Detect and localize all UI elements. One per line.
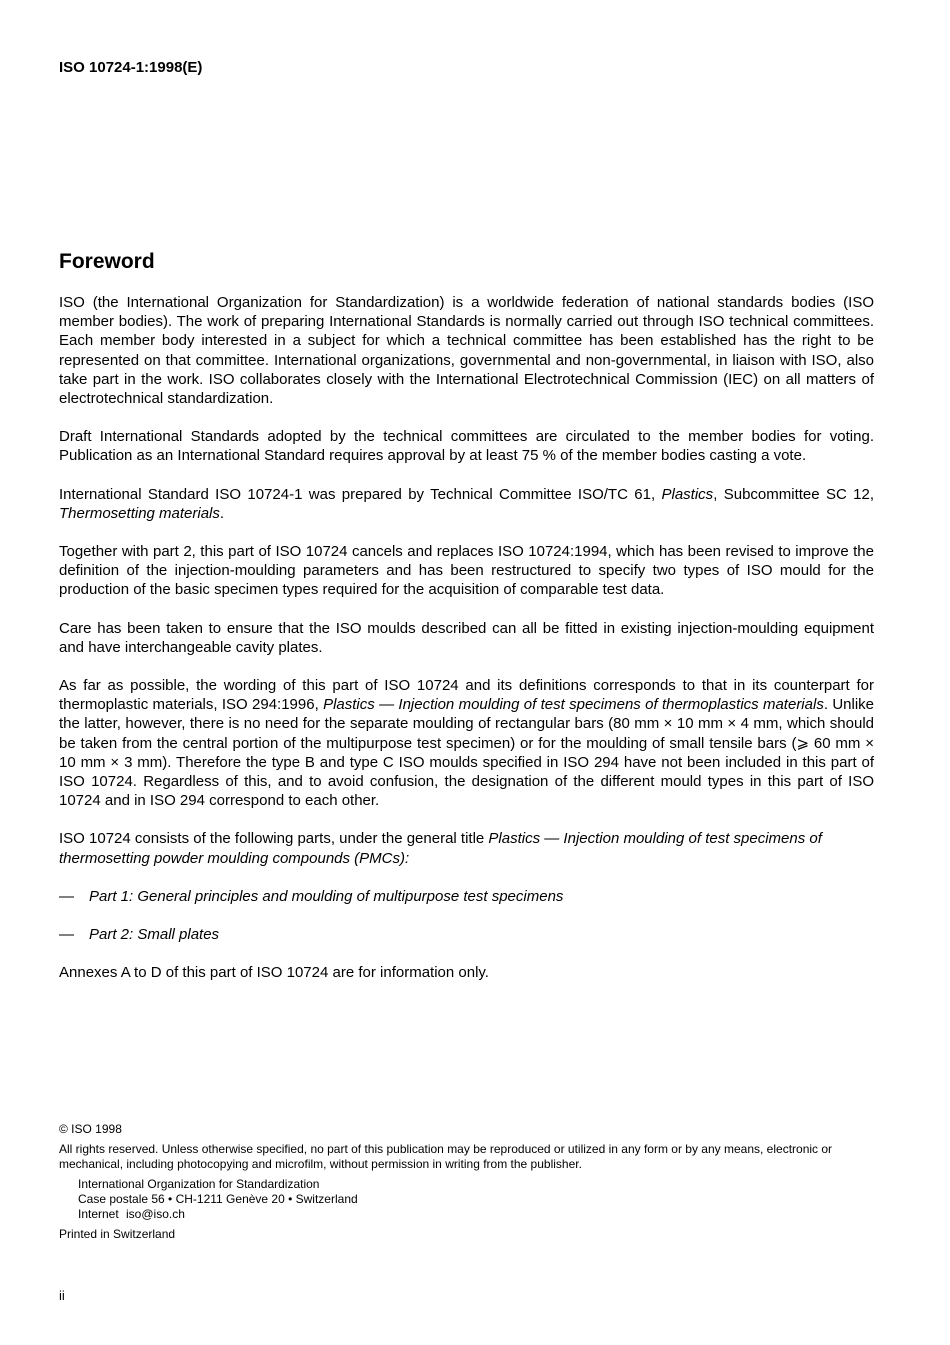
internet-line: [78, 1207, 874, 1222]
parts-list-item: [59, 925, 874, 944]
paragraph-parts-intro-italic: Plastics — Injection moulding of test specimens of thermosetting powder moulding compounds (PMCs):: [59, 830, 822, 867]
postal-address: Case postale 56 • CH-1211 Genève 20 • Switzerland: [78, 1192, 358, 1206]
rights-statement: All rights reserved. Unless otherwise specified, no part of this publication may be reproduced or utilized in any form or by any means, electronic or mechanical, including photocopying and microfilm, without permission in writing from the publisher.: [59, 1142, 833, 1171]
paragraph-prepared-by-text-2: , Subcommittee SC 12,: [713, 485, 875, 503]
foreword-title: Foreword: [59, 250, 155, 273]
paragraph-moulds-fitted: Care has been taken to ensure that the ISO moulds described can all be fitted in existing injection-moulding equipment and have interchangeable cavity plates.: [59, 619, 874, 656]
paragraph-iso-federation: ISO (the International Organization for Standardization) is a worldwide federation of national standards bodies (ISO member bodies). The work of preparing International Standards is normally carried out through ISO technical committees. Each member body interested in a subject for which a technical committee has been established has the right to be represented on that committee. International organizations, governmental and non-governmental, in liaison with ISO, also take part in the work. ISO collaborates closely with the International Electrotechnical Commission (IEC) on all matters of electrotechnical standardization.: [59, 294, 874, 408]
printed-in: Printed in Switzerland: [59, 1227, 176, 1241]
publisher-address: [59, 1177, 874, 1222]
email-address: iso@iso.ch: [126, 1207, 185, 1221]
internet-label: Internet: [78, 1207, 119, 1221]
paragraph-prepared-by: [59, 485, 874, 523]
paragraph-wording-text-2: . Unlike the latter, however, there is no need for the separate moulding of rectangular bars (80 mm × 10 mm × 4 mm, which should be taken from the central portion of the multipurpose test specimen) or for the moulding of small tensile bars (⩾ 60 mm × 10 mm × 3 mm). Therefore the type B and type C ISO moulds specified in ISO 294 have not been included in this part of ISO 10724. Regardless of this, and to avoid confusion, the designation of the different mould types in this part of ISO 10724 and in ISO 294 correspond to each other.: [59, 696, 874, 810]
document-identifier: ISO 10724-1:1998(E): [59, 59, 203, 76]
paragraph-replaces: Together with part 2, this part of ISO 10724 cancels and replaces ISO 10724:1994, which has been revised to improve the definition of the injection-moulding parameters and has been restructured to specify two types of ISO mould for the production of the basic specimen types required for the acquisition of comparable test data.: [59, 543, 874, 599]
copyright-line: © ISO 1998: [59, 1122, 122, 1136]
copyright-footer: [59, 1122, 874, 1242]
paragraph-prepared-by-italic-2: Thermosetting materials: [59, 504, 220, 522]
paragraph-prepared-by-text-3: .: [219, 504, 225, 522]
paragraph-wording-text-1: As far as possible, the wording of this part of ISO 10724 and its definitions corresponds to that in its counterpart for thermoplastic materials, ISO 294:1996,: [59, 677, 874, 714]
paragraph-annexes: Annexes A to D of this part of ISO 10724 are for information only.: [59, 964, 489, 982]
part-1-title: Part 1: General principles and moulding of multipurpose test specimens: [89, 887, 564, 905]
part-2-title: Part 2: Small plates: [89, 926, 220, 944]
foreword-body: [59, 293, 874, 1001]
organization-name: International Organization for Standardization: [78, 1177, 320, 1191]
paragraph-parts-intro-text: ISO 10724 consists of the following parts, under the general title: [59, 830, 489, 848]
paragraph-prepared-by-italic-1: Plastics: [661, 485, 714, 503]
page-number: ii: [59, 1288, 65, 1303]
paragraph-prepared-by-text-1: International Standard ISO 10724-1 was prepared by Technical Committee ISO/TC 61,: [59, 485, 662, 503]
parts-list-item: [59, 887, 874, 906]
dash-bullet: —: [59, 926, 74, 944]
paragraph-wording: [59, 676, 874, 810]
dash-bullet: —: [59, 887, 74, 905]
paragraph-parts-intro: [59, 829, 874, 867]
paragraph-draft-standards: Draft International Standards adopted by the technical committees are circulated to the member bodies for voting. Publication as an International Standard requires approval by at least 75 % of the member bodies casting a vote.: [59, 428, 874, 465]
paragraph-wording-italic: Plastics — Injection moulding of test specimens of thermoplastics materials: [323, 696, 824, 714]
